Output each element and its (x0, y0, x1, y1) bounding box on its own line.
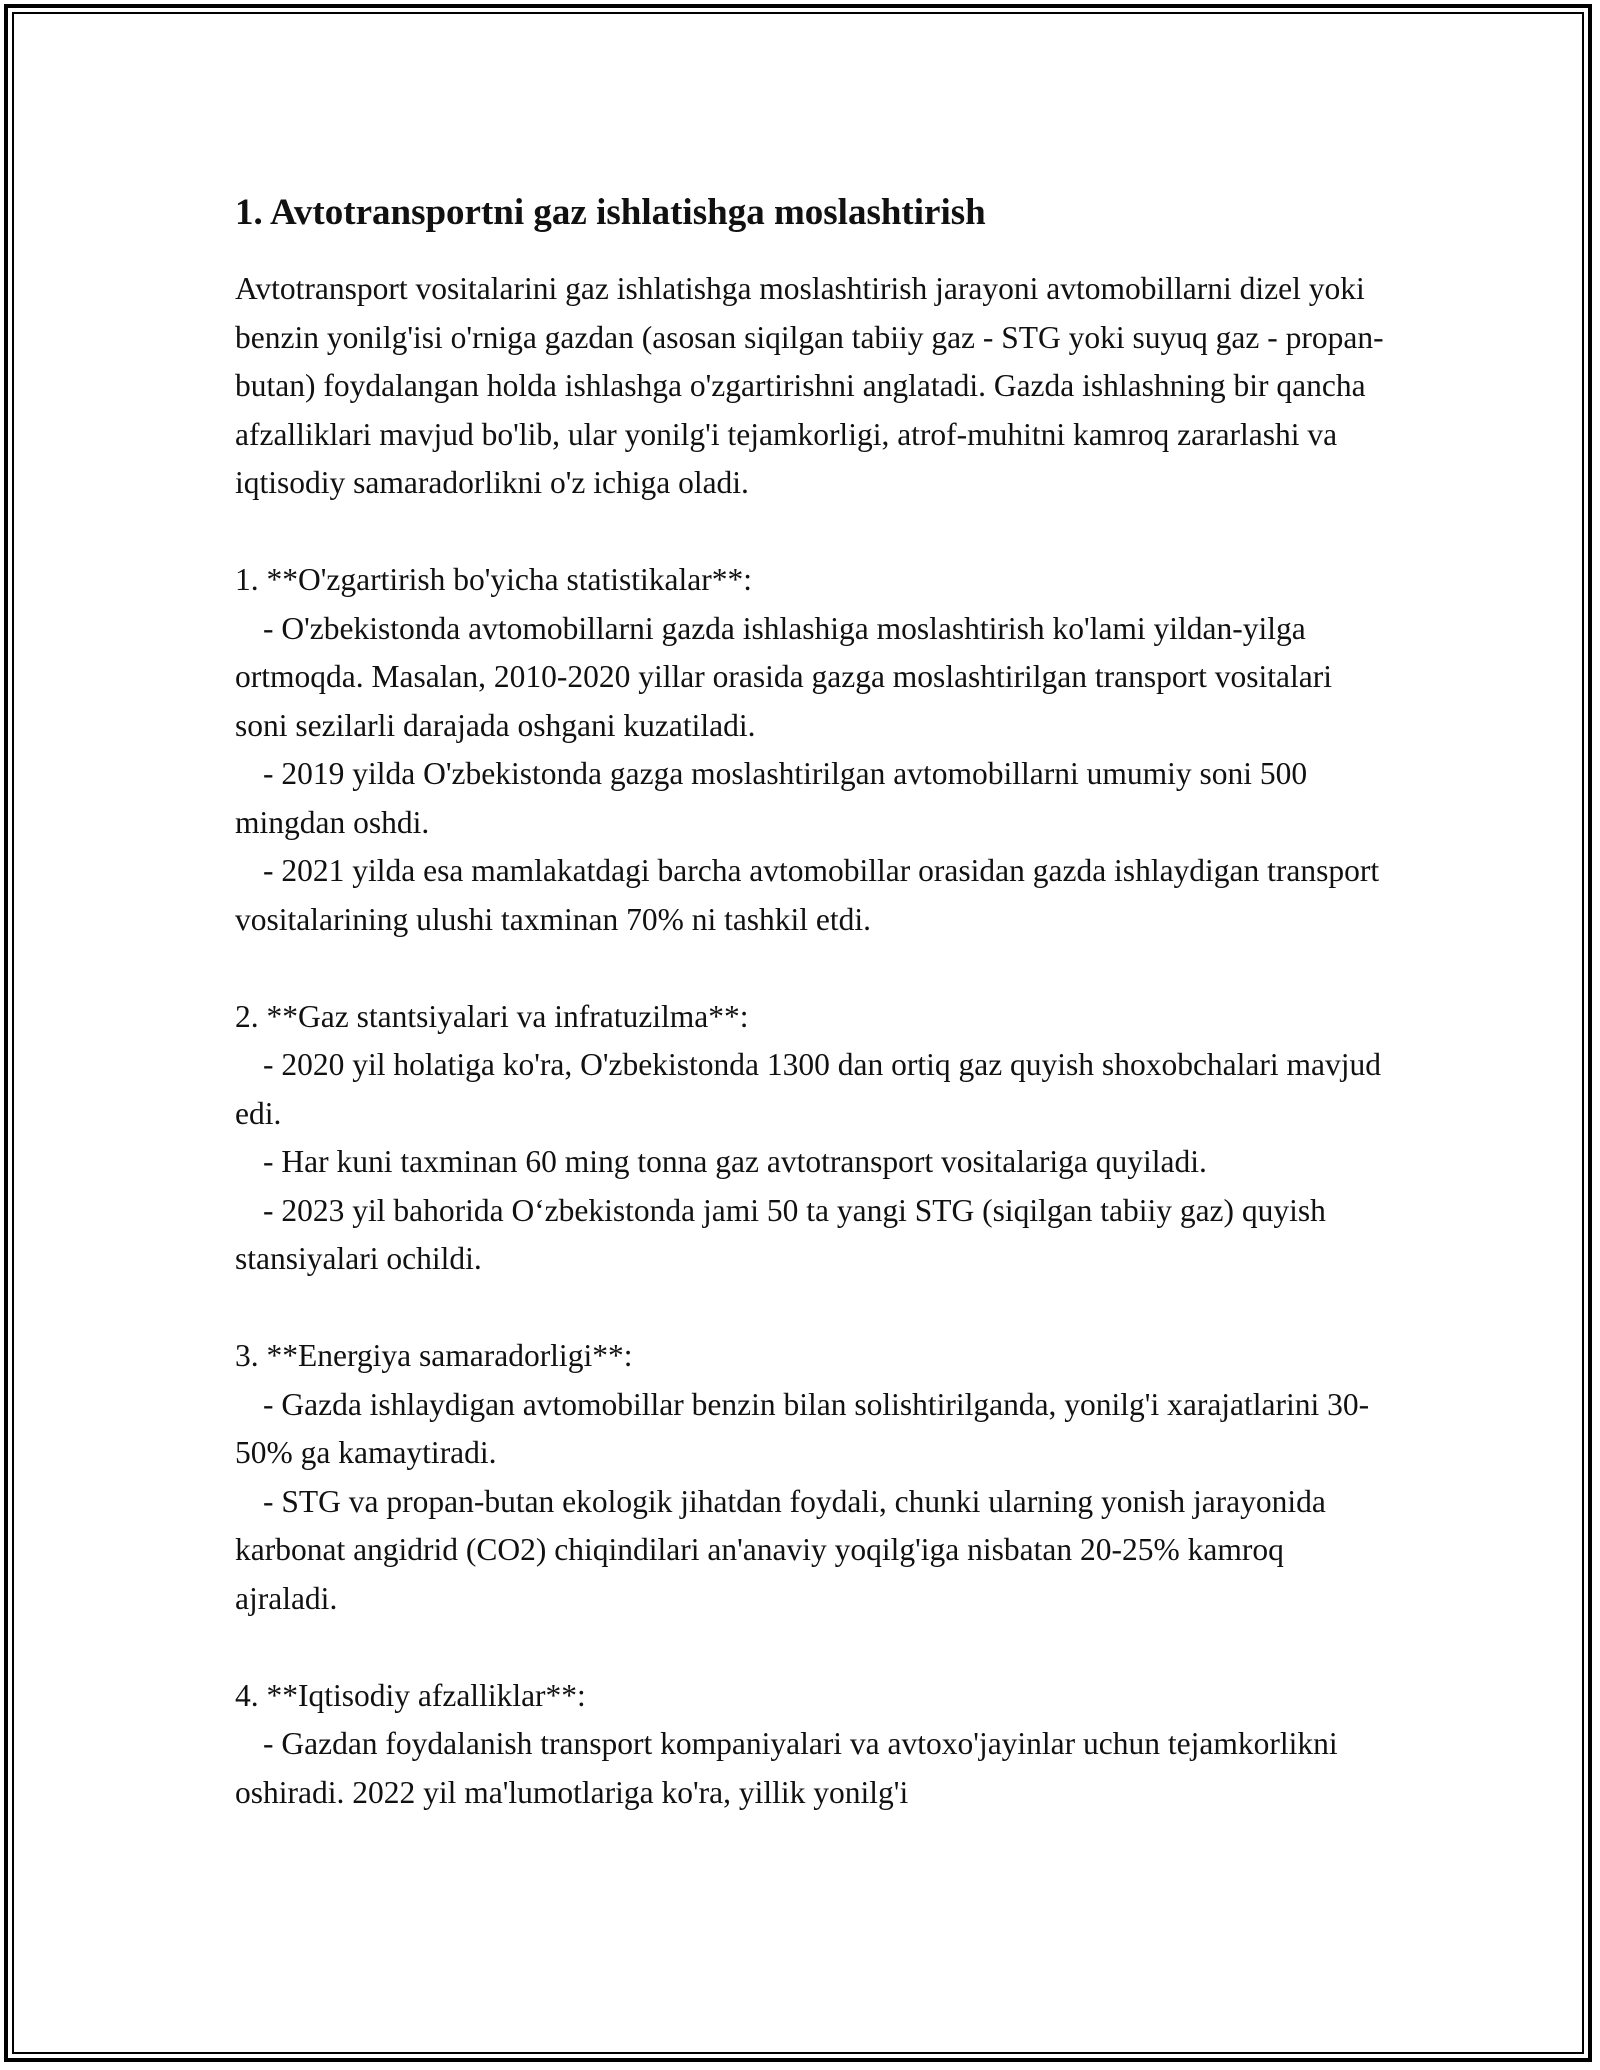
section-heading: 1. **O'zgartirish bo'yicha statistikalar**: (235, 562, 752, 597)
list-item: - 2019 yilda O'zbekistonda gazga moslashtirilgan avtomobillarni umumiy soni 500 mingdan oshdi. (235, 756, 1308, 840)
section-heading: 4. **Iqtisodiy afzalliklar**: (235, 1677, 586, 1713)
section-heading: 3. **Energiya samaradorligi**: (235, 1338, 633, 1373)
list-item: - STG va propan-butan ekologik jihatdan foydali, chunki ularning yonish jarayonida karbonat angidrid (CO2) chiqindilari an'anaviy yoqilg'iga nisbatan 20-25% kamroq ajraladi. (235, 1483, 1326, 1616)
list-item: - Gazda ishlaydigan avtomobillar benzin bilan solishtirilganda, yonilg'i xarajatlarini 30-50% ga kamaytiradi. (235, 1386, 1370, 1470)
section-economic-benefits (235, 1672, 1385, 1818)
list-item: - 2020 yil holatiga ko'ra, O'zbekistonda 1300 dan ortiq gaz quyish shoxobchalari mavjud edi. (235, 1047, 1381, 1131)
section-statistics (235, 556, 1385, 944)
list-item: - Gazdan foydalanish transport kompaniyalari va avtoxo'jayinlar uchun tejamkorlikni oshiradi. 2022 yil ma'lumotlariga ko'ra, yillik yonilg'i (235, 1726, 1338, 1810)
section-heading: 2. **Gaz stantsiyalari va infratuzilma**: (235, 998, 749, 1034)
document-page (235, 185, 1385, 1866)
document-title: 1. Avtotransportni gaz ishlatishga moslashtirish (235, 192, 986, 233)
list-item: - 2023 yil bahorida O‘zbekistonda jami 50 ta yangi STG (siqilgan tabiiy gaz) quyish stansiyalari ochildi. (235, 1192, 1326, 1276)
list-item: - Har kuni taxminan 60 ming tonna gaz avtotransport vositalariga quyiladi. (263, 1144, 1207, 1179)
list-item: - 2021 yilda esa mamlakatdagi barcha avtomobillar orasidan gazda ishlaydigan transport vositalarining ulushi taxminan 70% ni tashkil etdi. (235, 853, 1380, 937)
section-infrastructure (235, 993, 1385, 1284)
intro-paragraph: Avtotransport vositalarini gaz ishlatishga moslashtirish jarayoni avtomobillarni dizel yoki benzin yonilg'isi o'rniga gazdan (asosan siqilgan tabiiy gaz - STG yoki suyuq gaz - propan-butan) foydalangan holda ishlashga o'zgartirishni anglatadi. Gazda ishlashning bir qancha afzalliklari mavjud bo'lib, ular yonilg'i tejamkorligi, atrof-muhitni kamroq zararlashi va iqtisodiy samaradorlikni o'z ichiga oladi. (235, 271, 1384, 500)
list-item: - O'zbekistonda avtomobillarni gazda ishlashiga moslashtirish ko'lami yildan-yilga ortmoqda. Masalan, 2010-2020 yillar orasida gazga moslashtirilgan transport vositalari soni sezilarli darajada oshgani kuzatiladi. (235, 610, 1332, 743)
section-energy-efficiency (235, 1332, 1385, 1623)
